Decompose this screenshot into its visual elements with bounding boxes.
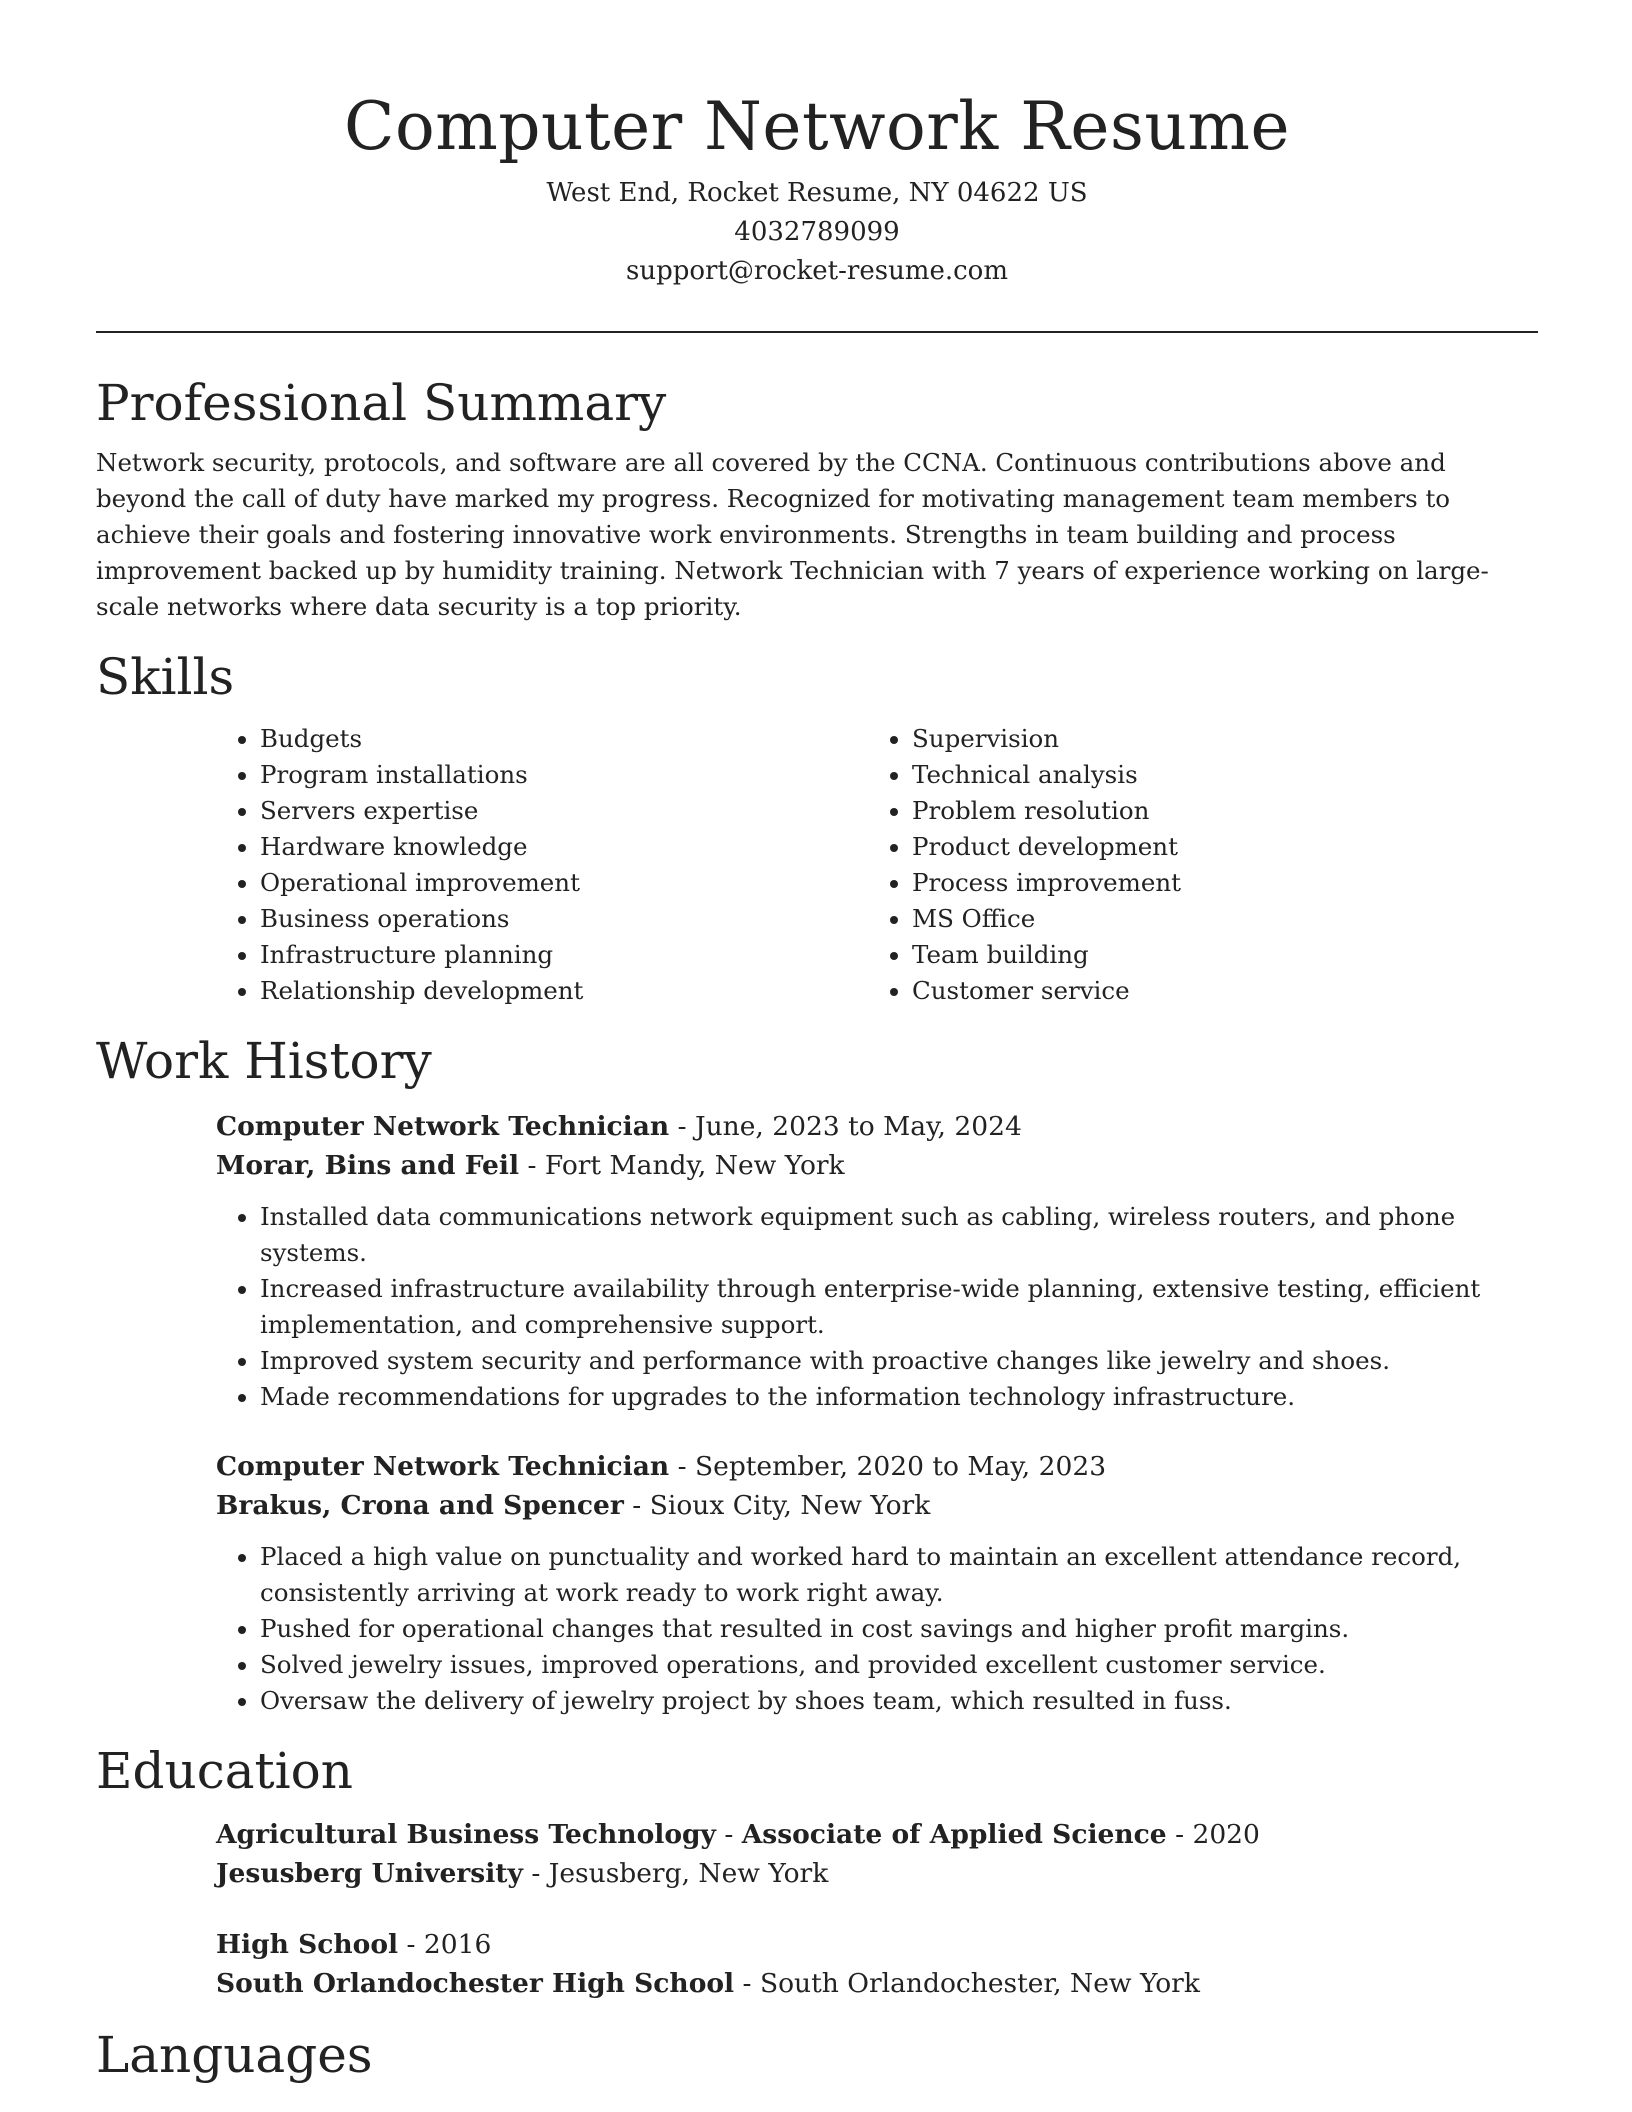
- job-dates: June, 2023 to May, 2024: [694, 1111, 1022, 1142]
- summary-section: [96, 373, 1538, 625]
- education-field: Agricultural Business Technology: [216, 1819, 716, 1850]
- education-school: South Orlandochester High School: [216, 1968, 735, 1999]
- skill-item: • Servers expertise: [260, 793, 868, 829]
- skill-item: • Product development: [912, 829, 1520, 865]
- skills-column-left: [216, 721, 868, 1009]
- job-bullet: • Pushed for operational changes that resulted in cost savings and higher profit margins.: [260, 1611, 1538, 1647]
- education-location: Jesusberg, New York: [548, 1858, 829, 1889]
- skill-item: • Hardware knowledge: [260, 829, 868, 865]
- job-title-line: Computer Network Technician - June, 2023 to May, 2024: [216, 1111, 1022, 1142]
- education-section: [96, 1741, 1538, 2003]
- work-history-section: [96, 1031, 1538, 1719]
- skill-item: • Team building: [912, 937, 1520, 973]
- job-bullet: • Solved jewelry issues, improved operations, and provided excellent customer service.: [260, 1647, 1538, 1683]
- job-company-line: Morar, Bins and Feil - Fort Mandy, New York: [216, 1150, 845, 1181]
- job-bullet: • Oversaw the delivery of jewelry project by shoes team, which resulted in fuss.: [260, 1683, 1538, 1719]
- job-bullets: [216, 1539, 1538, 1719]
- education-title: Education: [96, 1742, 353, 1800]
- education-location: South Orlandochester, New York: [759, 1968, 1200, 1999]
- job-position: Computer Network Technician: [216, 1111, 670, 1142]
- education-degree: Associate of Applied Science: [741, 1819, 1167, 1850]
- resume-name: Computer Network Resume: [343, 88, 1291, 165]
- skills-column-right: [868, 721, 1520, 1009]
- job-company: Morar, Bins and Feil: [216, 1150, 520, 1181]
- job-entry: [216, 1107, 1538, 1415]
- work-history-title: Work History: [96, 1032, 432, 1090]
- education-degree-line: High School - 2016: [216, 1929, 492, 1960]
- contact-info: [96, 174, 1538, 291]
- skills-columns: [216, 721, 1538, 1009]
- education-school-line: Jesusberg University - Jesusberg, New York: [216, 1858, 829, 1889]
- job-bullet: • Increased infrastructure availability through enterprise-wide planning, extensive testing, efficient implementation, and comprehensive support.: [260, 1271, 1538, 1343]
- skill-item: • Process improvement: [912, 865, 1520, 901]
- resume-page: [96, 0, 1538, 2085]
- job-location: Fort Mandy, New York: [544, 1150, 845, 1181]
- education-year: 2020: [1192, 1819, 1260, 1850]
- job-title-line: Computer Network Technician - September, 2020 to May, 2023: [216, 1451, 1107, 1482]
- education-school: Jesusberg University: [216, 1858, 523, 1889]
- job-bullet: • Made recommendations for upgrades to the information technology infrastructure.: [260, 1379, 1538, 1415]
- education-entry: [216, 1815, 1538, 1893]
- education-degree-line: Agricultural Business Technology - Associate of Applied Science - 2020: [216, 1819, 1260, 1850]
- skills-section: [96, 647, 1538, 1009]
- contact-phone: 4032789099: [734, 217, 900, 247]
- education-year: 2016: [423, 1929, 492, 1960]
- job-bullet: • Installed data communications network equipment such as cabling, wireless routers, and phone systems.: [260, 1199, 1538, 1271]
- job-dates: September, 2020 to May, 2023: [694, 1451, 1107, 1482]
- skill-item: • Budgets: [260, 721, 868, 757]
- education-school-line: South Orlandochester High School - South Orlandochester, New York: [216, 1968, 1200, 1999]
- skill-item: • Relationship development: [260, 973, 868, 1009]
- skill-item: • Program installations: [260, 757, 868, 793]
- job-bullet: • Placed a high value on punctuality and worked hard to maintain an excellent attendance record, consistently arriving at work ready to work right away.: [260, 1539, 1538, 1611]
- languages-title: Languages: [96, 2026, 373, 2084]
- skill-item: • Infrastructure planning: [260, 937, 868, 973]
- job-bullets: [216, 1199, 1538, 1415]
- job-entry: [216, 1447, 1538, 1719]
- job-company-line: Brakus, Crona and Spencer - Sioux City, New York: [216, 1490, 931, 1521]
- skill-item: • Supervision: [912, 721, 1520, 757]
- skill-item: • Technical analysis: [912, 757, 1520, 793]
- job-company: Brakus, Crona and Spencer: [216, 1490, 624, 1521]
- job-location: Sioux City, New York: [649, 1490, 931, 1521]
- languages-section: [96, 2025, 1538, 2085]
- skill-item: • Business operations: [260, 901, 868, 937]
- education-entry: [216, 1925, 1538, 2003]
- skill-item: • Operational improvement: [260, 865, 868, 901]
- job-position: Computer Network Technician: [216, 1451, 670, 1482]
- skills-title: Skills: [96, 648, 235, 706]
- skill-item: • MS Office: [912, 901, 1520, 937]
- skill-item: • Problem resolution: [912, 793, 1520, 829]
- resume-header: [96, 0, 1538, 291]
- header-divider: [96, 331, 1538, 333]
- summary-text: Network security, protocols, and software are all covered by the CCNA. Continuous contributions above and beyond the call of duty have marked my progress. Recognized for motivating management team members to achieve their goals and fostering innovative work environments. Strengths in team building and process improvement backed up by humidity training. Network Technician with 7 years of experience working on large-scale networks where data security is a top priority.: [96, 448, 1489, 621]
- job-bullet: • Improved system security and performance with proactive changes like jewelry and shoes.: [260, 1343, 1538, 1379]
- education-degree: High School: [216, 1929, 399, 1960]
- skill-item: • Customer service: [912, 973, 1520, 1009]
- summary-title: Professional Summary: [96, 374, 667, 432]
- contact-address: West End, Rocket Resume, NY 04622 US: [546, 178, 1088, 208]
- contact-email: support@rocket-resume.com: [625, 256, 1008, 286]
